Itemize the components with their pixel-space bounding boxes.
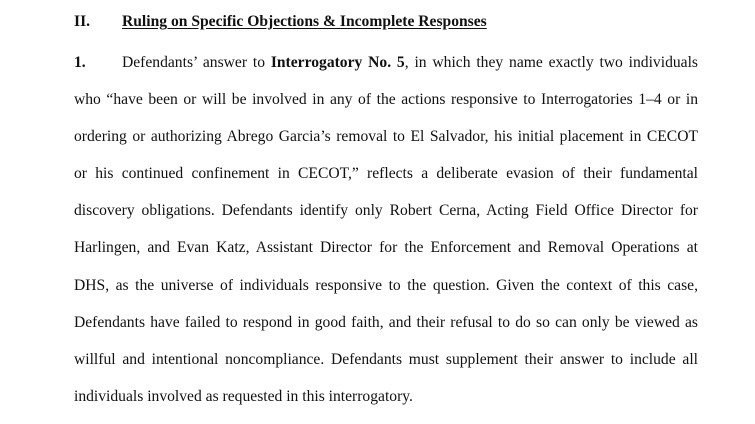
paragraph-1 xyxy=(74,44,698,415)
paragraph-line: ordering or authorizing Abrego Garcia’s removal to El Salvador, his initial placement in CECOT xyxy=(74,128,698,146)
paragraph-line: willful and intentional noncompliance. Defendants must supplement their answer to include all xyxy=(74,350,698,368)
section-title: Ruling on Specific Objections & Incomplete Responses xyxy=(122,13,487,30)
paragraph-line: individuals involved as requested in this interrogatory. xyxy=(74,387,413,405)
paragraph-line xyxy=(74,44,698,81)
paragraph-line: Harlingen, and Evan Katz, Assistant Director for the Enforcement and Removal Operations at xyxy=(74,239,698,257)
paragraph-line: who “have been or will be involved in any of the actions responsive to Interrogatories 1–4 or in xyxy=(74,91,698,109)
paragraph-line-text: , in which they name exactly two individuals xyxy=(404,54,698,71)
section-number: II. xyxy=(74,13,91,30)
paragraph-line-text: Defendants’ answer to xyxy=(122,54,271,71)
interrogatory-reference: Interrogatory No. 5 xyxy=(270,54,405,71)
paragraph-line: discovery obligations. Defendants identify only Robert Cerna, Acting Field Office Director for xyxy=(74,202,698,220)
paragraph-line: Defendants have failed to respond in good faith, and their refusal to do so can only be viewed as xyxy=(74,313,698,331)
paragraph-line: or his continued confinement in CECOT,” reflects a deliberate evasion of their fundamental xyxy=(74,165,698,183)
paragraph-number: 1. xyxy=(74,54,86,71)
paragraph-line: DHS, as the universe of individuals responsive to the question. Given the context of this case, xyxy=(74,276,698,294)
